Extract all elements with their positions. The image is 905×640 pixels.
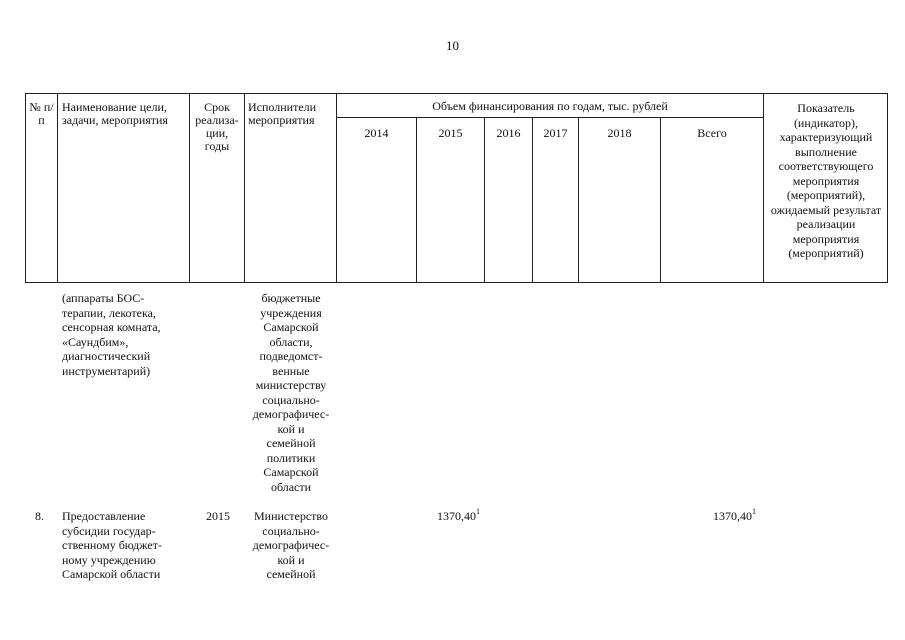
header-year-2017: 2017 xyxy=(543,126,568,140)
page-number: 10 xyxy=(446,38,459,53)
row-8-term: 2015 xyxy=(206,509,230,523)
header-year-2016: 2016 xyxy=(496,126,521,140)
footnote-marker: 1 xyxy=(476,507,480,516)
header-funding: Объем финансирования по годам, тыс. рублей xyxy=(432,99,668,113)
row-8-amount-2015: 1370,40$^1$ xyxy=(437,507,480,523)
footnote-marker: 1 xyxy=(752,507,756,516)
header-year-2014: 2014 xyxy=(364,126,389,140)
row-1-executors: бюджетные учреждения Самарской области, подведомст- венные министерству социально- демографичес- кой и семейной политики Самарской области xyxy=(252,291,330,494)
header-total: Всего xyxy=(697,126,727,140)
header-name: Наименование цели, задачи, мероприятия xyxy=(62,100,168,127)
header-year-2015: 2015 xyxy=(438,126,463,140)
header-number: № п/п xyxy=(29,100,54,127)
row-8-name: Предоставление субсидии государ- ственному бюджет- ному учреждению Самарской области xyxy=(62,509,162,581)
header-term: Срок реализа-ции, годы xyxy=(195,100,239,153)
header-indicator: Показатель (индикатор), характеризующий выполнение соответствующего мероприятия (мероприятий), ожидаемый результат реализации мероприятия (мероприятий) xyxy=(770,101,882,260)
header-year-2018: 2018 xyxy=(607,126,632,140)
row-1-name: (аппараты БОС- терапии, лекотека, сенсорная комната, «Саундбим», диагностический инструментарий) xyxy=(62,291,161,378)
row-8-number: 8. xyxy=(35,509,44,523)
row-8-amount-total: 1370,40$^1$ xyxy=(713,507,756,523)
row-8-executors: Министерство социально- демографичес- кой и семейной xyxy=(252,509,330,581)
header-executors: Исполнители мероприятия xyxy=(248,100,317,127)
